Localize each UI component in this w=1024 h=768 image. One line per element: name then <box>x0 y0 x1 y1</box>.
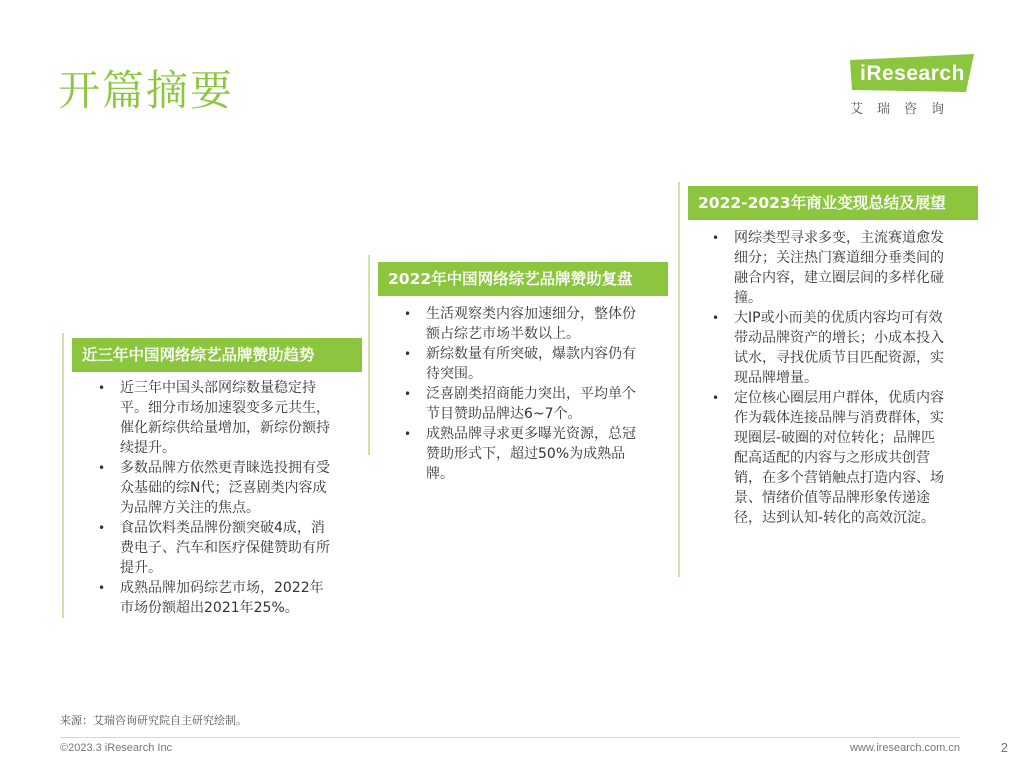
footer-divider <box>60 737 960 738</box>
column-1-divider <box>62 333 64 618</box>
list-item: • 大IP或小而美的优质内容均可有效带动品牌资产的增长；小成本投入试水，寻找优质节目匹配资源，实现品牌增量。 <box>712 308 948 388</box>
column-3-divider <box>678 182 680 577</box>
list-item: • 生活观察类内容加速细分，整体份额占综艺市场半数以上。 <box>404 304 636 344</box>
list-item: • 泛喜剧类招商能力突出，平均单个节目赞助品牌达6~7个。 <box>404 384 636 424</box>
page-number: 2 <box>1000 740 1008 755</box>
column-3-heading: 2022-2023年商业变现总结及展望 <box>688 186 978 220</box>
source-note: 来源：艾瑞咨询研究院自主研究绘制。 <box>60 714 247 727</box>
iresearch-logo <box>846 52 976 118</box>
column-1-list <box>98 378 330 618</box>
list-item: • 网综类型寻求多变，主流赛道愈发细分；关注热门赛道细分垂类间的融合内容，建立圈层间的多样化碰撞。 <box>712 228 948 308</box>
logo-sub-text: 艾瑞咨询 <box>850 102 959 117</box>
logo-brand-text: iResearch <box>860 62 965 85</box>
list-item: • 新综数量有所突破，爆款内容仍有待突围。 <box>404 344 636 384</box>
website-link[interactable]: www.iresearch.com.cn <box>849 742 960 754</box>
list-item: • 食品饮料类品牌份额突破4成，消费电子、汽车和医疗保健赞助有所提升。 <box>98 518 330 578</box>
column-3-list <box>712 228 948 528</box>
list-item: • 多数品牌方依然更青睐选投拥有受众基础的综N代；泛喜剧类内容成为品牌方关注的焦点。 <box>98 458 330 518</box>
column-2-heading: 2022年中国网络综艺品牌赞助复盘 <box>378 262 668 296</box>
list-item: • 成熟品牌寻求更多曝光资源，总冠赞助形式下，超过50%为成熟品牌。 <box>404 424 636 484</box>
list-item: • 近三年中国头部网综数量稳定持平。细分市场加速裂变多元共生，催化新综供给量增加，新综份额持续提升。 <box>98 378 330 458</box>
list-item: • 成熟品牌加码综艺市场，2022年市场份额超出2021年25%。 <box>98 578 330 618</box>
column-2-divider <box>368 255 370 455</box>
column-1-heading: 近三年中国网络综艺品牌赞助趋势 <box>72 338 362 372</box>
page-title: 开篇摘要 <box>58 66 235 115</box>
column-2-list <box>404 304 636 484</box>
copyright: ©2023.3 iResearch Inc <box>60 742 173 754</box>
list-item: • 定位核心圈层用户群体，优质内容作为载体连接品牌与消费群体，实现圈层-破圈的对位转化；品牌匹配高适配的内容与之形成共创营销，在多个营销触点打造内容、场景、情绪价值等品牌形象传递途径，达到认知-转化的高效沉淀。 <box>712 388 948 528</box>
